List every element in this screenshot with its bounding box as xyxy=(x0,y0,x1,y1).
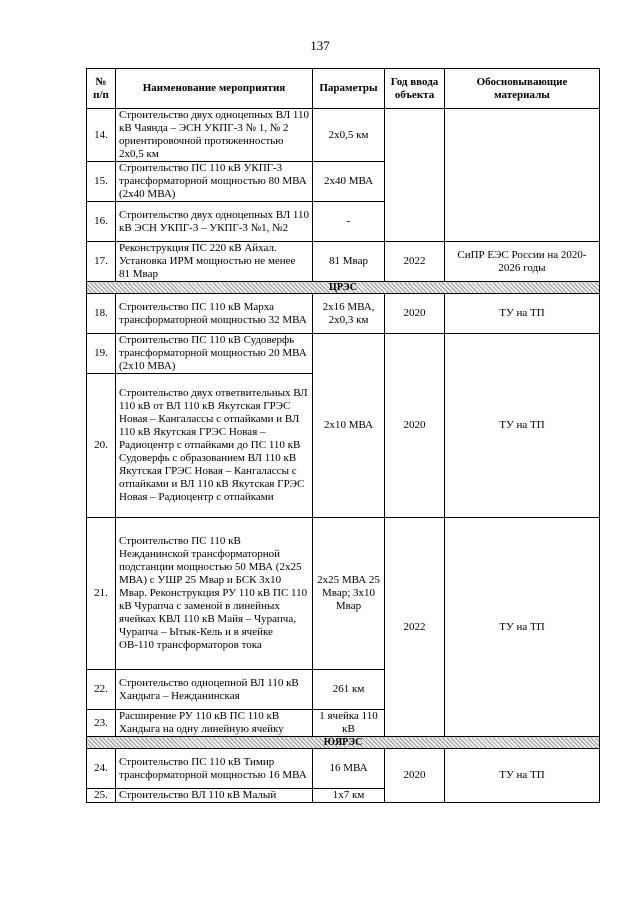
row-num: 25. xyxy=(87,789,116,803)
row-num: 19. xyxy=(87,334,116,374)
header-basis: Обосновывающие материалы xyxy=(445,69,600,109)
row-num: 23. xyxy=(87,710,116,737)
row-num: 14. xyxy=(87,109,116,162)
row-year: 2020 xyxy=(385,749,445,803)
row-basis: ТУ на ТП xyxy=(445,294,600,334)
row-name: Строительство ПС 110 кВ УКПГ-3 трансформаторной мощностью 80 МВА (2х40 МВА) xyxy=(116,162,313,202)
row-name: Строительство двух одноцепных ВЛ 110 кВ Чаянда – ЭСН УКПГ-3 № 1, № 2 ориентировочной протяженностью 2х0,5 км xyxy=(116,109,313,162)
row-year: 2022 xyxy=(385,518,445,737)
header-name: Наименование мероприятия xyxy=(116,69,313,109)
table-row xyxy=(87,518,600,670)
row-basis-empty xyxy=(445,109,600,242)
row-num: 17. xyxy=(87,242,116,282)
row-num: 24. xyxy=(87,749,116,789)
row-num: 20. xyxy=(87,374,116,518)
row-params: 2х25 МВА 25 Мвар; 3х10 Мвар xyxy=(313,518,385,670)
row-params: 2х0,5 км xyxy=(313,109,385,162)
row-params: 1х7 км xyxy=(313,789,385,803)
row-name: Строительство ВЛ 110 кВ Малый xyxy=(116,789,313,803)
row-basis: ТУ на ТП xyxy=(445,749,600,803)
header-num: № п/п xyxy=(87,69,116,109)
header-params: Параметры xyxy=(313,69,385,109)
row-year: 2020 xyxy=(385,334,445,518)
row-num: 18. xyxy=(87,294,116,334)
table-row xyxy=(87,109,600,162)
section-label: ЦРЭС xyxy=(329,282,357,293)
row-params: 261 км xyxy=(313,670,385,710)
section-row xyxy=(87,737,600,749)
row-params: - xyxy=(313,202,385,242)
row-name: Реконструкция ПС 220 кВ Айхал. Установка ИРМ мощностью не менее 81 Мвар xyxy=(116,242,313,282)
section-label: ЮЯРЭС xyxy=(323,737,363,748)
row-num: 21. xyxy=(87,518,116,670)
page-number: 137 xyxy=(310,38,330,53)
measures-table xyxy=(86,68,600,803)
table-row xyxy=(87,334,600,374)
row-params: 81 Мвар xyxy=(313,242,385,282)
section-title xyxy=(87,737,600,749)
row-name: Строительство ПС 110 кВ Тимир трансформаторной мощностью 16 МВА xyxy=(116,749,313,789)
row-year-empty xyxy=(385,109,445,242)
row-params: 1 ячейка 110 кВ xyxy=(313,710,385,737)
row-params: 16 МВА xyxy=(313,749,385,789)
table-row xyxy=(87,294,600,334)
row-params: 2х10 МВА xyxy=(313,334,385,518)
section-title xyxy=(87,282,600,294)
row-name: Строительство одноцепной ВЛ 110 кВ Хандыга – Нежданинская xyxy=(116,670,313,710)
row-num: 16. xyxy=(87,202,116,242)
row-name: Расширение РУ 110 кВ ПС 110 кВ Хандыга на одну линейную ячейку xyxy=(116,710,313,737)
section-row xyxy=(87,282,600,294)
row-name: Строительство ПС 110 кВ Судоверфь трансформаторной мощностью 20 МВА (2х10 МВА) xyxy=(116,334,313,374)
row-num: 15. xyxy=(87,162,116,202)
header-year: Год ввода объекта xyxy=(385,69,445,109)
row-params: 2х16 МВА, 2х0,3 км xyxy=(313,294,385,334)
row-params: 2х40 МВА xyxy=(313,162,385,202)
row-name: Строительство двух ответвительных ВЛ 110 кВ от ВЛ 110 кВ Якутская ГРЭС Новая – Кангалассы с отпайками и ВЛ 110 кВ Якутская ГРЭС Новая – Радиоцентр с отпайками до ПС 110 кВ Судоверфь с образованием ВЛ 110 кВ Якутская ГРЭС Новая – Кангалассы с отпайками и ВЛ 110 кВ Якутская ГРЭС Новая – Радиоцентр с отпайками xyxy=(116,374,313,518)
row-basis: СиПР ЕЭС России на 2020-2026 годы xyxy=(445,242,600,282)
table-row xyxy=(87,242,600,282)
row-basis: ТУ на ТП xyxy=(445,518,600,737)
row-name: Строительство ПС 110 кВ Марха трансформаторной мощностью 32 МВА xyxy=(116,294,313,334)
row-year: 2020 xyxy=(385,294,445,334)
table-header-row xyxy=(87,69,600,109)
row-name: Строительство двух одноцепных ВЛ 110 кВ ЭСН УКПГ-3 – УКПГ-3 №1, №2 xyxy=(116,202,313,242)
table-row xyxy=(87,749,600,789)
row-name: Строительство ПС 110 кВ Нежданинской трансформаторной подстанции мощностью 50 МВА (2х25 МВА) с УШР 25 Мвар и БСК 3х10 Мвар. Реконструкция РУ 110 кВ ПС 110 кВ Чурапча с заменой в линейных ячейках КВЛ 110 кВ Майя – Чурапча, Чурапча – Ытык-Кель и в ячейке ОВ-110 трансформаторов тока xyxy=(116,518,313,670)
row-year: 2022 xyxy=(385,242,445,282)
row-basis: ТУ на ТП xyxy=(445,334,600,518)
row-num: 22. xyxy=(87,670,116,710)
